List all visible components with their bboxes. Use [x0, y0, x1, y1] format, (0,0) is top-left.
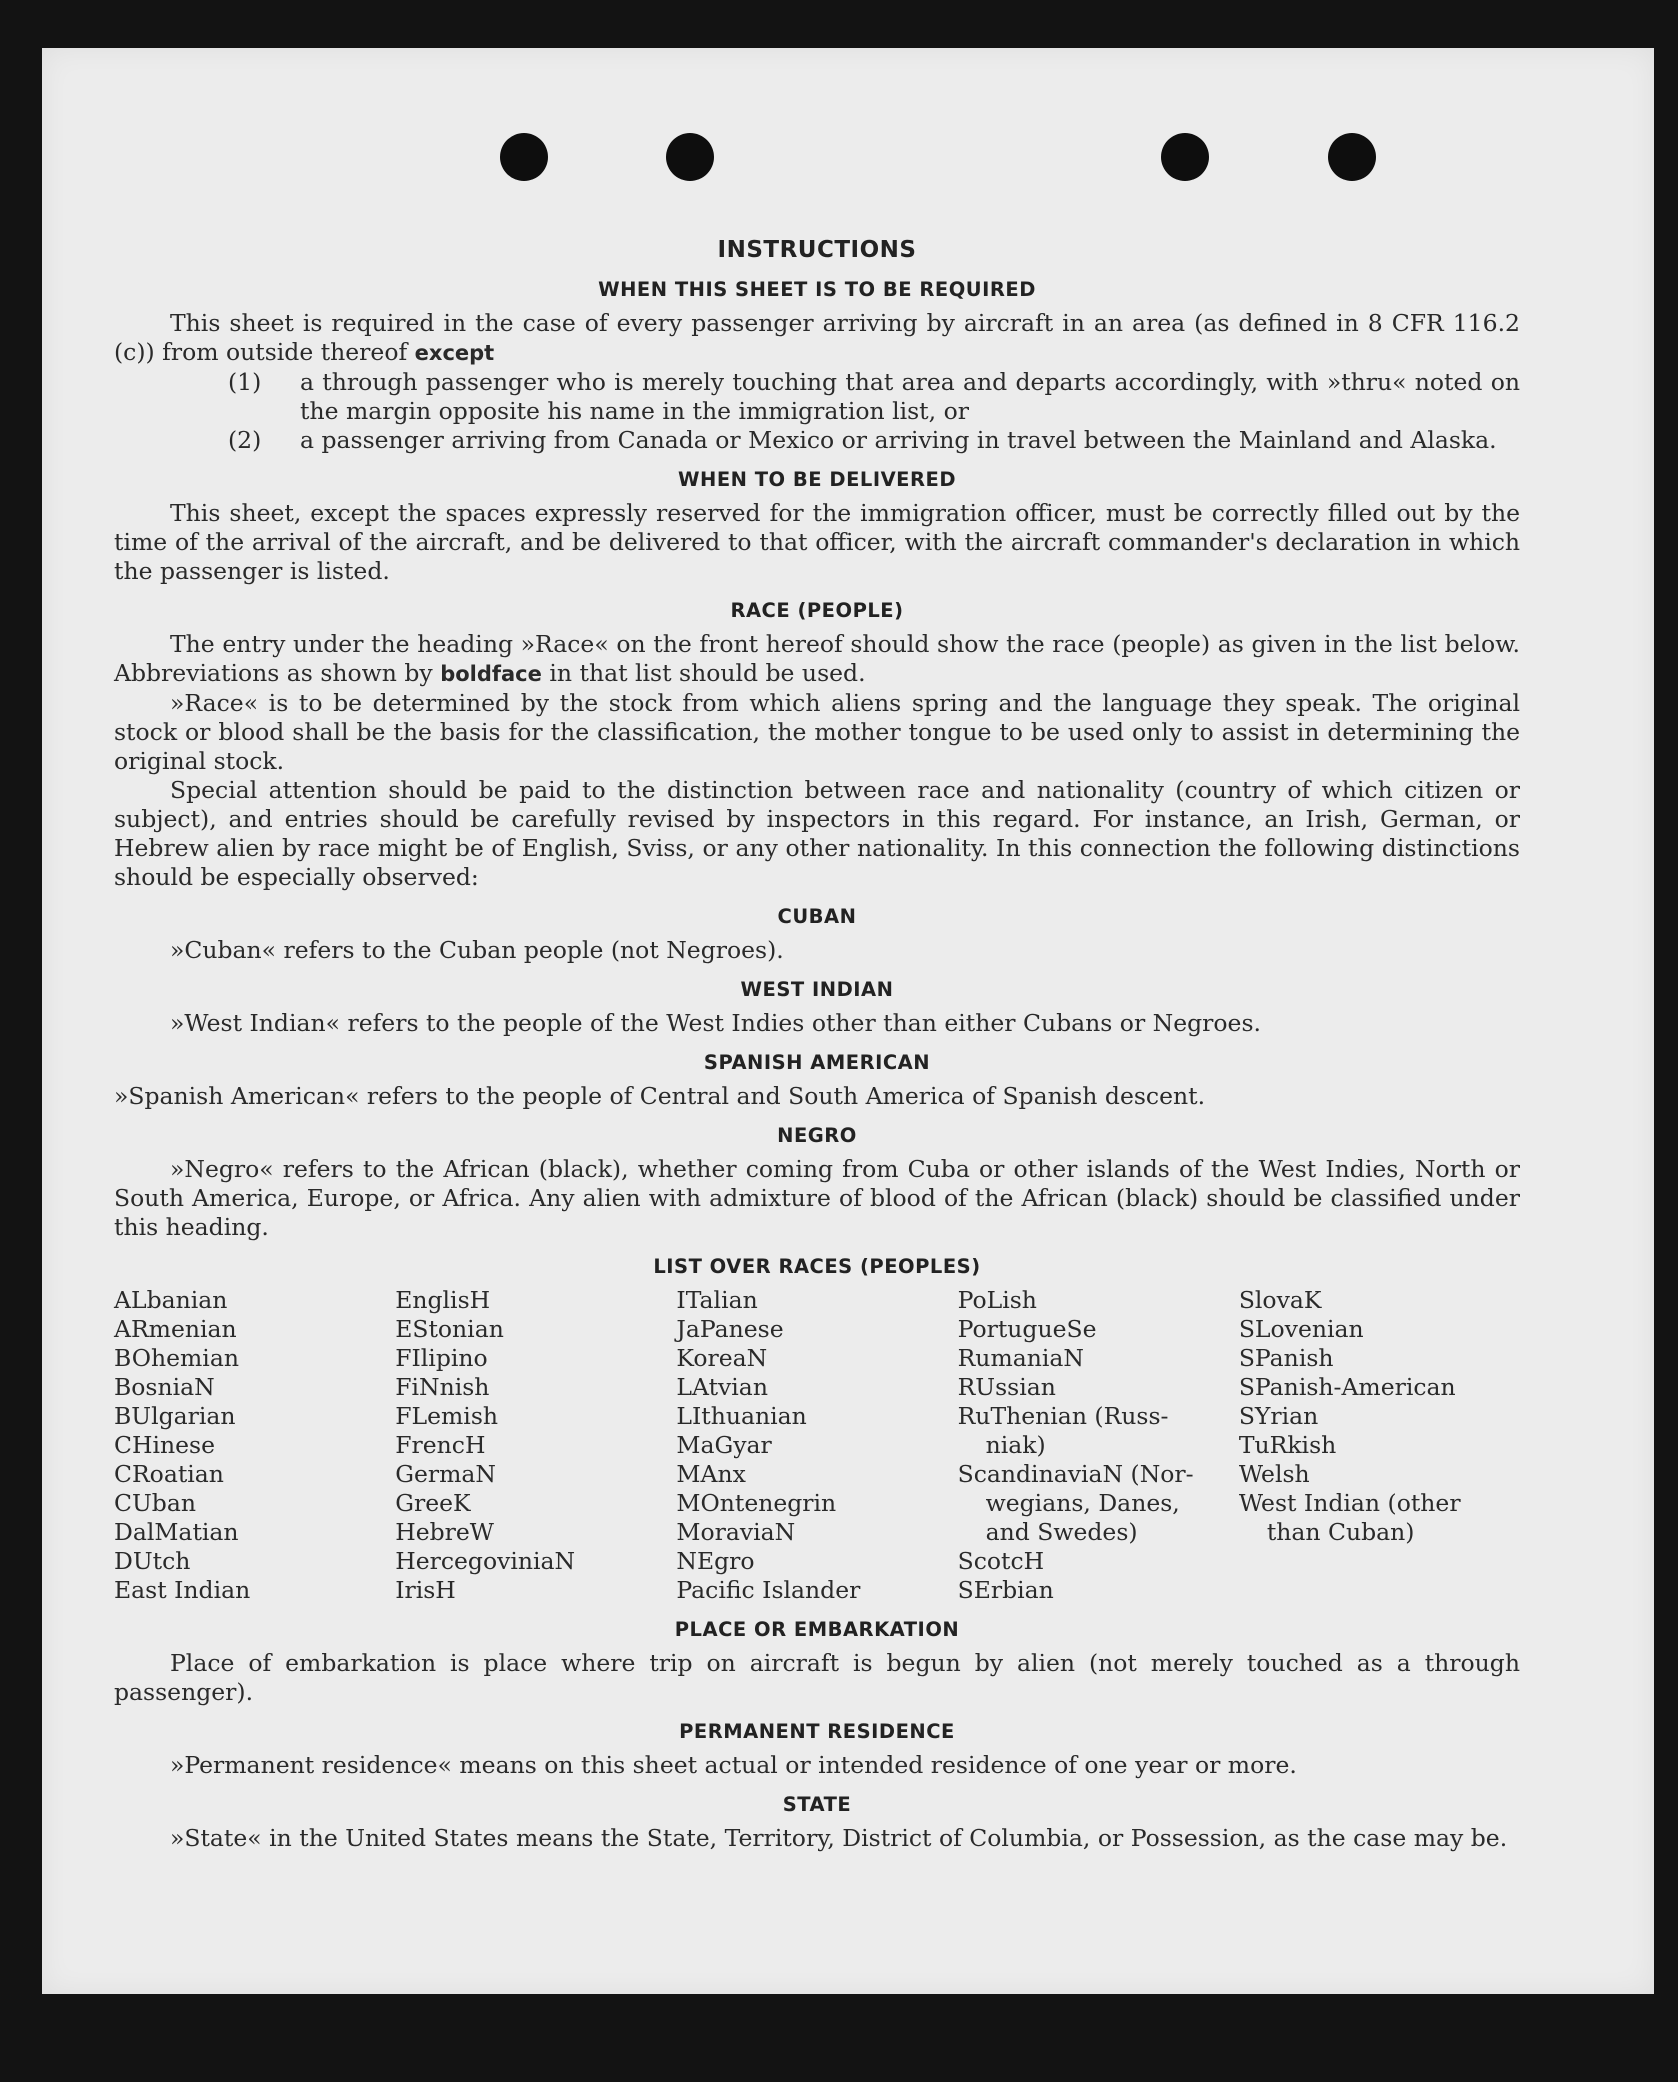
race-entry: PoLish: [957, 1286, 1037, 1314]
race-entry: ALbanian: [114, 1286, 228, 1314]
race-entry: FrencH: [395, 1431, 486, 1459]
race-paragraph-1: [114, 630, 1520, 689]
item-number: (1): [228, 368, 262, 396]
race-entry: LAtvian: [676, 1373, 768, 1401]
race-entry: ScandinaviaN (Nor-: [957, 1460, 1194, 1488]
section-heading-delivered: WHEN TO BE DELIVERED: [677, 468, 957, 491]
race-text: The entry under the heading »Race« on the front hereof should show the race (people) as given in the list below. Abbreviations as shown by: [114, 630, 1520, 687]
spanish-american-paragraph: »Spanish American« refers to the people of Central and South America of Spanish descent.: [114, 1082, 1206, 1110]
race-entry-continued: and Swedes): [985, 1518, 1138, 1546]
punch-hole: [500, 133, 548, 181]
race-entry-continued: niak): [985, 1431, 1046, 1459]
section-heading-negro: NEGRO: [777, 1124, 857, 1147]
race-entry: HercegoviniaN: [395, 1547, 576, 1575]
section-heading-state: STATE: [782, 1793, 852, 1816]
race-entry: CHinese: [114, 1431, 215, 1459]
west-indian-paragraph: »West Indian« refers to the people of the West Indies other than either Cubans or Negroes.: [170, 1009, 1261, 1037]
race-entry: TuRkish: [1238, 1431, 1337, 1459]
document-page: [42, 48, 1654, 1994]
state-paragraph: »State« in the United States means the State, Territory, District of Columbia, or Possession, as the case may be.: [170, 1824, 1508, 1852]
race-paragraph-3: Special attention should be paid to the distinction between race and nationality (country of which citizen or subject), and entries should be carefully revised by inspectors in this regard. For instance, an Irish, German, or Hebrew alien by race might be of English, Sviss, or any other nationality. In this connection the following distinctions should be especially observed:: [114, 776, 1520, 891]
race-list-column: [395, 1286, 676, 1605]
race-entry: EnglisH: [395, 1286, 491, 1314]
race-entry: RUssian: [957, 1373, 1056, 1401]
item-text: a passenger arriving from Canada or Mexico or arriving in travel between the Mainland and Alaska.: [300, 426, 1497, 454]
race-list-column: [114, 1286, 395, 1605]
race-entry: ITalian: [676, 1286, 758, 1314]
race-entry: Welsh: [1238, 1460, 1310, 1488]
race-list-column: [1239, 1286, 1520, 1605]
race-paragraph-2: »Race« is to be determined by the stock from which aliens spring and the language they speak. The original stock or blood shall be the basis for the classification, the mother tongue to be used only to assist in determining the original stock.: [114, 689, 1520, 775]
race-entry: SYrian: [1238, 1402, 1319, 1430]
race-entry: ARmenian: [114, 1315, 237, 1343]
race-entry: GermaN: [395, 1460, 496, 1488]
race-entry: FLemish: [395, 1402, 499, 1430]
residence-paragraph: »Permanent residence« means on this sheet actual or intended residence of one year or more.: [170, 1751, 1297, 1779]
race-entry: MAnx: [676, 1460, 746, 1488]
section-heading-spanish-american: SPANISH AMERICAN: [703, 1051, 931, 1074]
section-heading-required: WHEN THIS SHEET IS TO BE REQUIRED: [598, 278, 1036, 301]
race-entry: SErbian: [957, 1576, 1054, 1604]
race-entry: Pacific Islander: [676, 1576, 861, 1604]
race-entry: RumaniaN: [957, 1344, 1084, 1372]
section-heading-residence: PERMANENT RESIDENCE: [679, 1720, 955, 1743]
race-entry: FIlipino: [395, 1344, 488, 1372]
race-entry-continued: than Cuban): [1266, 1518, 1415, 1546]
race-entry: DUtch: [114, 1547, 191, 1575]
race-entry: NEgro: [676, 1547, 755, 1575]
race-entry: EStonian: [395, 1315, 504, 1343]
race-entry: HebreW: [395, 1518, 494, 1546]
race-entry: IrisH: [395, 1576, 456, 1604]
race-list: [114, 1286, 1520, 1605]
race-entry: DalMatian: [114, 1518, 239, 1546]
punch-hole: [1328, 133, 1376, 181]
race-entry: BUlgarian: [114, 1402, 236, 1430]
race-entry: RuThenian (Russ-: [957, 1402, 1169, 1430]
embarkation-paragraph: Place of embarkation is place where trip on aircraft is begun by alien (not merely touched as a through passenger).: [114, 1649, 1520, 1706]
race-entry: FiNnish: [395, 1373, 490, 1401]
race-entry: MOntenegrin: [676, 1489, 837, 1517]
race-entry: GreeK: [395, 1489, 471, 1517]
except-keyword: except: [414, 341, 495, 365]
exception-item: [228, 368, 1520, 426]
exception-item: [228, 426, 1520, 455]
page-title: INSTRUCTIONS: [717, 237, 917, 263]
race-entry: SlovaK: [1238, 1286, 1322, 1314]
race-entry: SPanish-American: [1238, 1373, 1456, 1401]
race-entry: ScotcH: [957, 1547, 1045, 1575]
item-text: a through passenger who is merely touching that area and departs accordingly, with »thru« noted on the margin opposite his name in the immigration list, or: [300, 368, 1520, 425]
race-entry: CUban: [114, 1489, 196, 1517]
section-heading-west-indian: WEST INDIAN: [740, 978, 894, 1001]
instructions-body: [114, 236, 1520, 1853]
race-list-column: [676, 1286, 957, 1605]
race-entry: BOhemian: [114, 1344, 239, 1372]
race-entry: West Indian (other: [1238, 1489, 1461, 1517]
section-heading-race-list: LIST OVER RACES (PEOPLES): [653, 1255, 981, 1278]
race-entry: East Indian: [114, 1576, 251, 1604]
race-list-column: [958, 1286, 1239, 1605]
negro-paragraph: »Negro« refers to the African (black), whether coming from Cuba or other islands of the West Indies, North or South America, Europe, or Africa. Any alien with admixture of blood of the African (black) should be classified under this heading.: [114, 1155, 1520, 1241]
punch-hole: [1161, 133, 1209, 181]
section-heading-race: RACE (PEOPLE): [730, 599, 904, 622]
race-entry: MaGyar: [676, 1431, 772, 1459]
race-entry: MoraviaN: [676, 1518, 796, 1546]
delivered-paragraph: This sheet, except the spaces expressly reserved for the immigration officer, must be correctly filled out by the time of the arrival of the aircraft, and be delivered to that officer, with the aircraft commander's declaration in which the passenger is listed.: [114, 499, 1520, 585]
race-entry: BosniaN: [114, 1373, 215, 1401]
punch-hole: [666, 133, 714, 181]
race-entry: JaPanese: [676, 1315, 784, 1343]
section-heading-cuban: CUBAN: [777, 905, 857, 928]
section-heading-embarkation: PLACE OR EMBARKATION: [674, 1618, 960, 1641]
race-entry: KoreaN: [676, 1344, 768, 1372]
race-entry-continued: wegians, Danes,: [985, 1489, 1180, 1517]
race-entry: PortugueSe: [957, 1315, 1097, 1343]
race-entry: CRoatian: [114, 1460, 224, 1488]
race-text: in that list should be used.: [549, 659, 866, 687]
required-text: This sheet is required in the case of every passenger arriving by aircraft in an area (as defined in 8 CFR 116.2 (c)) from outside thereof: [114, 309, 1520, 366]
boldface-keyword: boldface: [440, 662, 542, 686]
cuban-paragraph: »Cuban« refers to the Cuban people (not Negroes).: [170, 936, 784, 964]
race-entry: SPanish: [1238, 1344, 1334, 1372]
race-entry: SLovenian: [1238, 1315, 1364, 1343]
item-number: (2): [228, 426, 262, 454]
race-entry: LIthuanian: [676, 1402, 807, 1430]
required-paragraph: [114, 309, 1520, 368]
